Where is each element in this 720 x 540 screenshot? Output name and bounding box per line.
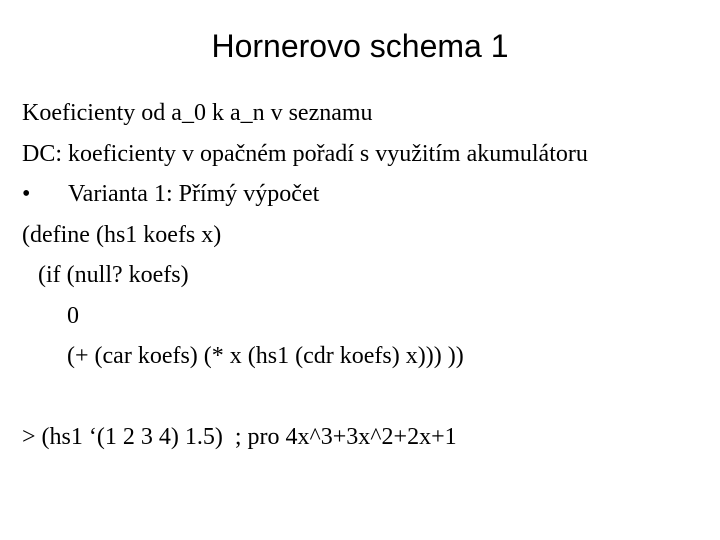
code-line-recursion: (+ (car koefs) (* x (hs1 (cdr koefs) x))) )) bbox=[67, 343, 464, 369]
example-call: > (hs1 ‘(1 2 3 4) 1.5) ; pro 4x^3+3x^2+2x+1 bbox=[22, 423, 457, 450]
bullet-icon: • bbox=[22, 181, 31, 207]
code-line-zero: 0 bbox=[67, 302, 79, 329]
text-line-dc: DC: koeficienty v opačném pořadí s využitím akumulátoru bbox=[22, 140, 588, 167]
spacer bbox=[22, 377, 712, 417]
slide-body bbox=[22, 93, 712, 457]
code-line-define: (define (hs1 koefs x) bbox=[22, 221, 222, 248]
code-line-if: (if (null? koefs) bbox=[38, 262, 189, 288]
bullet-item bbox=[22, 174, 712, 215]
text-line-coefficients: Koeficienty od a_0 k a_n v seznamu bbox=[22, 100, 373, 126]
slide-title: Hornerovo schema 1 bbox=[211, 28, 509, 64]
bullet-text: Varianta 1: Přímý výpočet bbox=[68, 181, 320, 207]
